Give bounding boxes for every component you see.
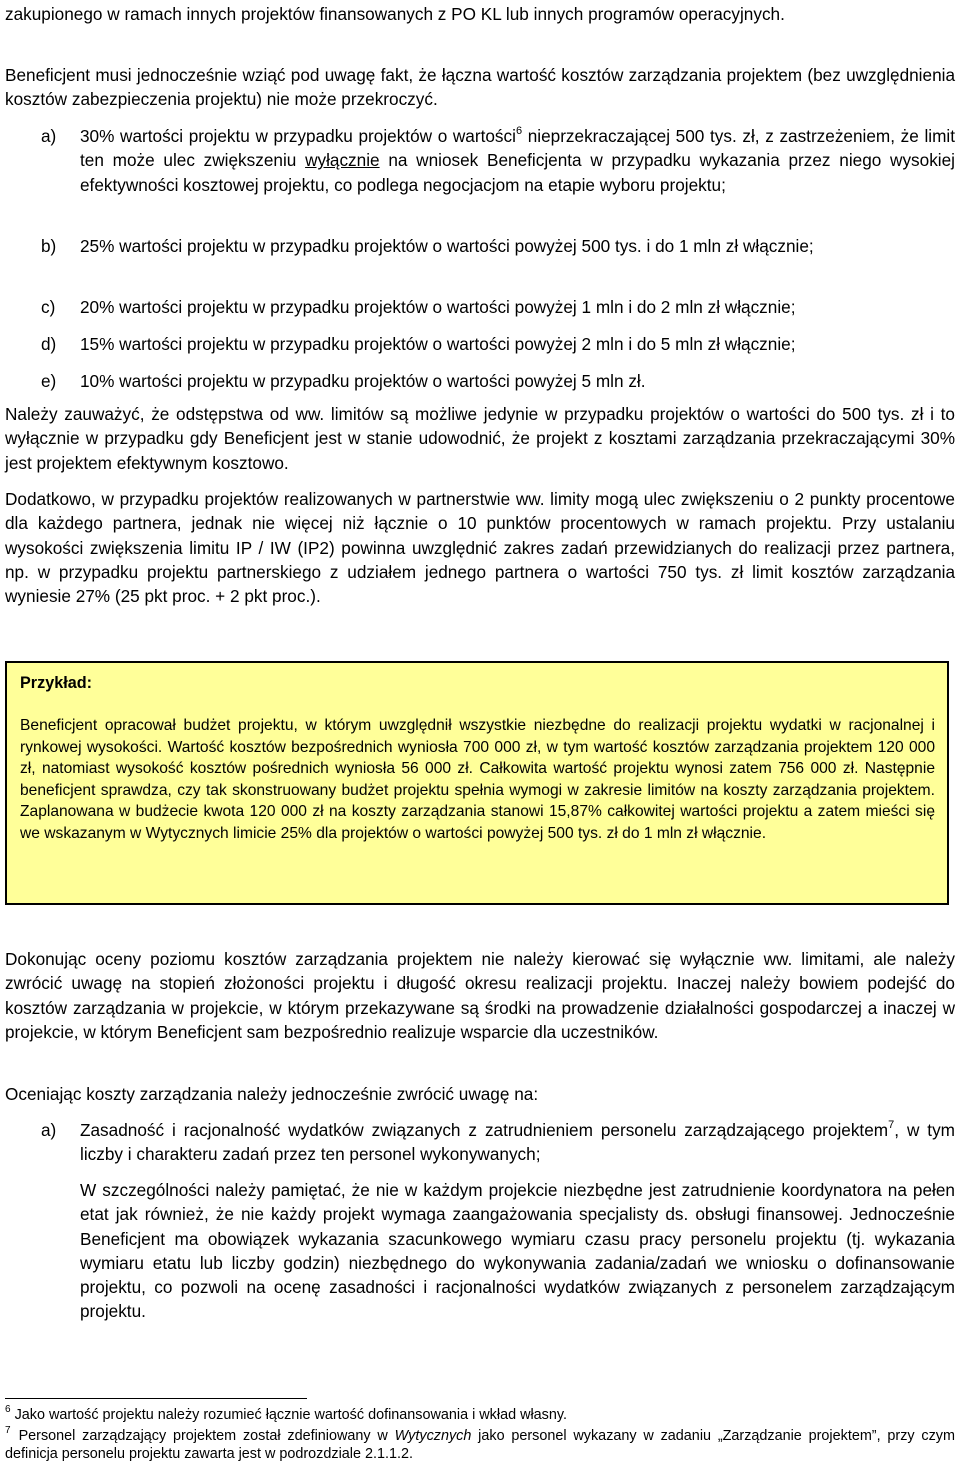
attention-item-a-detail: W szczególności należy pamiętać, że nie w każdym projekcie niezbędne jest zatrudnienie koordynatora na pełen etat jak również, że nie każdy projekt wymaga zaangażowania specjalisty ds. obsługi finansowej. Jednocześnie Beneficjent ma obowiązek wykazania szacunkowego wymiaru czasu pracy personelu projektu (tj. wykazania wymiaru etatu lub liczby godzin) niezbędnego do wykonywania zadania/zadań we wniosku o dofinansowanie projektu, co pozwoli na ocenę zasadności i racjonalności wydatków związanych z personelem zarządzającym projektu. — [80, 1180, 955, 1322]
list-marker: a) — [41, 1120, 57, 1140]
list-marker: c) — [41, 297, 56, 317]
limit-item-c: c) 20% wartości projektu w przypadku projektów o wartości powyżej 1 mln i do 2 mln zł włącznie; — [5, 295, 955, 319]
underlined-emphasis: wyłącznie — [305, 150, 380, 171]
example-box — [5, 661, 949, 905]
list-marker: a) — [41, 126, 57, 146]
limit-item-a: a) 30% wartości projektu w przypadku projektów o wartości$^6$ nieprzekraczającej 500 tys. zł, z zastrzeżeniem, że limit ten może ulec zwiększeniu wyłącznie na wniosek Beneficjenta w przypadku wykazania przez niego wysokiej efektywności kosztowej projektu, co podlega negocjacjom na etapie wyboru projektu; — [41, 125, 955, 195]
limit-item-d: d) 15% wartości projektu w przypadku projektów o wartości powyżej 2 mln i do 5 mln zł włącznie; — [5, 332, 955, 356]
list-marker: e) — [41, 371, 57, 391]
intro-continuation: zakupionego w ramach innych projektów finansowanych z PO KL lub innych programów operacyjnych. — [5, 4, 785, 24]
attention-paragraph: Oceniając koszty zarządzania należy jednocześnie zwrócić uwagę na: — [5, 1084, 539, 1104]
footnote-number: 7 — [5, 1424, 11, 1436]
limit-item-b: b) 25% wartości projektu w przypadku projektów o wartości powyżej 500 tys. i do 1 mln zł włącznie; — [5, 234, 955, 258]
limit-item-e: e) 10% wartości projektu w przypadku projektów o wartości powyżej 5 mln zł. — [5, 369, 955, 393]
footnotes — [5, 1406, 955, 1464]
example-heading: Przykład: — [20, 674, 92, 692]
footnote-ref-7[interactable]: 7 — [888, 1119, 895, 1132]
intro-paragraph: Beneficjent musi jednocześnie wziąć pod uwagę fakt, że łączna wartość kosztów zarządzania projektem (bez uwzględnienia kosztów zabezpieczenia projektu) nie może przekroczyć. — [5, 65, 955, 110]
footnote-number: 6 — [5, 1404, 11, 1416]
list-marker: d) — [41, 334, 57, 354]
assessment-paragraph: Dokonując oceny poziomu kosztów zarządzania projektem nie należy kierować się wyłącznie ww. limitami, ale należy zwrócić uwagę na stopień złożoności projektu i długość okresu realizacji projektu. Inaczej należy bowiem podejść do kosztów zarządzania w projekcie, w którym przekazywane są środki na prowadzenie działalności gospodarczej a inaczej w projekcie, w którym Beneficjent sam bezpośrednio realizuje wsparcie dla uczestników. — [5, 949, 955, 1042]
footnote-6: $^6$ Jako wartość projektu należy rozumieć łącznie wartość dofinansowania i wkład własny. — [5, 1404, 567, 1423]
footnote-7: $^7$ Personel zarządzający projektem został zdefiniowany w Wytycznych jako personel wykazany w zadaniu „Zarządzanie projektem”, przy czym definicja personelu projektu zawarta jest w podrozdziale 2.1.1.2. — [5, 1424, 955, 1462]
partnership-paragraph: Dodatkowo, w przypadku projektów realizowanych w partnerstwie ww. limity mogą ulec zwiększeniu o 2 punkty procentowe dla każdego partnera, jednak nie więcej niż łącznie o 10 punktów procentowych w ramach projektu. Przy ustalaniu wysokości zwiększenia limitu IP / IW (IP2) powinna uwzględnić zakres zadań przewidzianych do realizacji przez partnera, np. w przypadku projektu partnerskiego z udziałem jednego partnera o wartości 750 tys. zł limit kosztów zarządzania wyniesie 27% (25 pkt proc. + 2 pkt proc.). — [5, 489, 955, 607]
attention-item-a: a) Zasadność i racjonalność wydatków związanych z zatrudnieniem personelu zarządzającego projektem$^7$, w tym liczby i charakteru zadań przez ten personel wykonywanych; — [41, 1119, 955, 1165]
exceptions-paragraph: Należy zauważyć, że odstępstwa od ww. limitów są możliwe jedynie w przypadku projektów o wartości do 500 tys. zł i to wyłącznie w przypadku gdy Beneficjent jest w stanie udowodnić, że projekt z kosztami zarządzania przekraczającymi 30% jest projektem efektywnym kosztowo. — [5, 404, 955, 473]
footnote-separator — [5, 1398, 307, 1399]
example-body: Beneficjent opracował budżet projektu, w którym uwzględnił wszystkie niezbędne do realizacji projektu wydatki w racjonalnej i rynkowej wysokości. Wartość kosztów bezpośrednich wyniosła 700 000 zł, w tym wartość kosztów zarządzania projektem 120 000 zł, natomiast wysokość kosztów pośrednich wyniosła 56 000 zł. Całkowita wartość projektu wynosi zatem 756 000 zł. Następnie beneficjent sprawdza, czy tak skonstruowany budżet projektu spełnia wymogi w zakresie limitów na koszty zarządzania projektem. Zaplanowana w budżecie kwota 120 000 zł na koszty zarządzania stanowi 15,87% całkowitej wartości projektu a zatem mieści się we wskazanym w Wytycznych limicie 25% dla projektów o wartości powyżej 500 tys. zł do 1 mln zł włącznie. — [20, 717, 935, 842]
footnote-ref-6[interactable]: 6 — [515, 125, 523, 138]
list-marker: b) — [41, 236, 57, 256]
